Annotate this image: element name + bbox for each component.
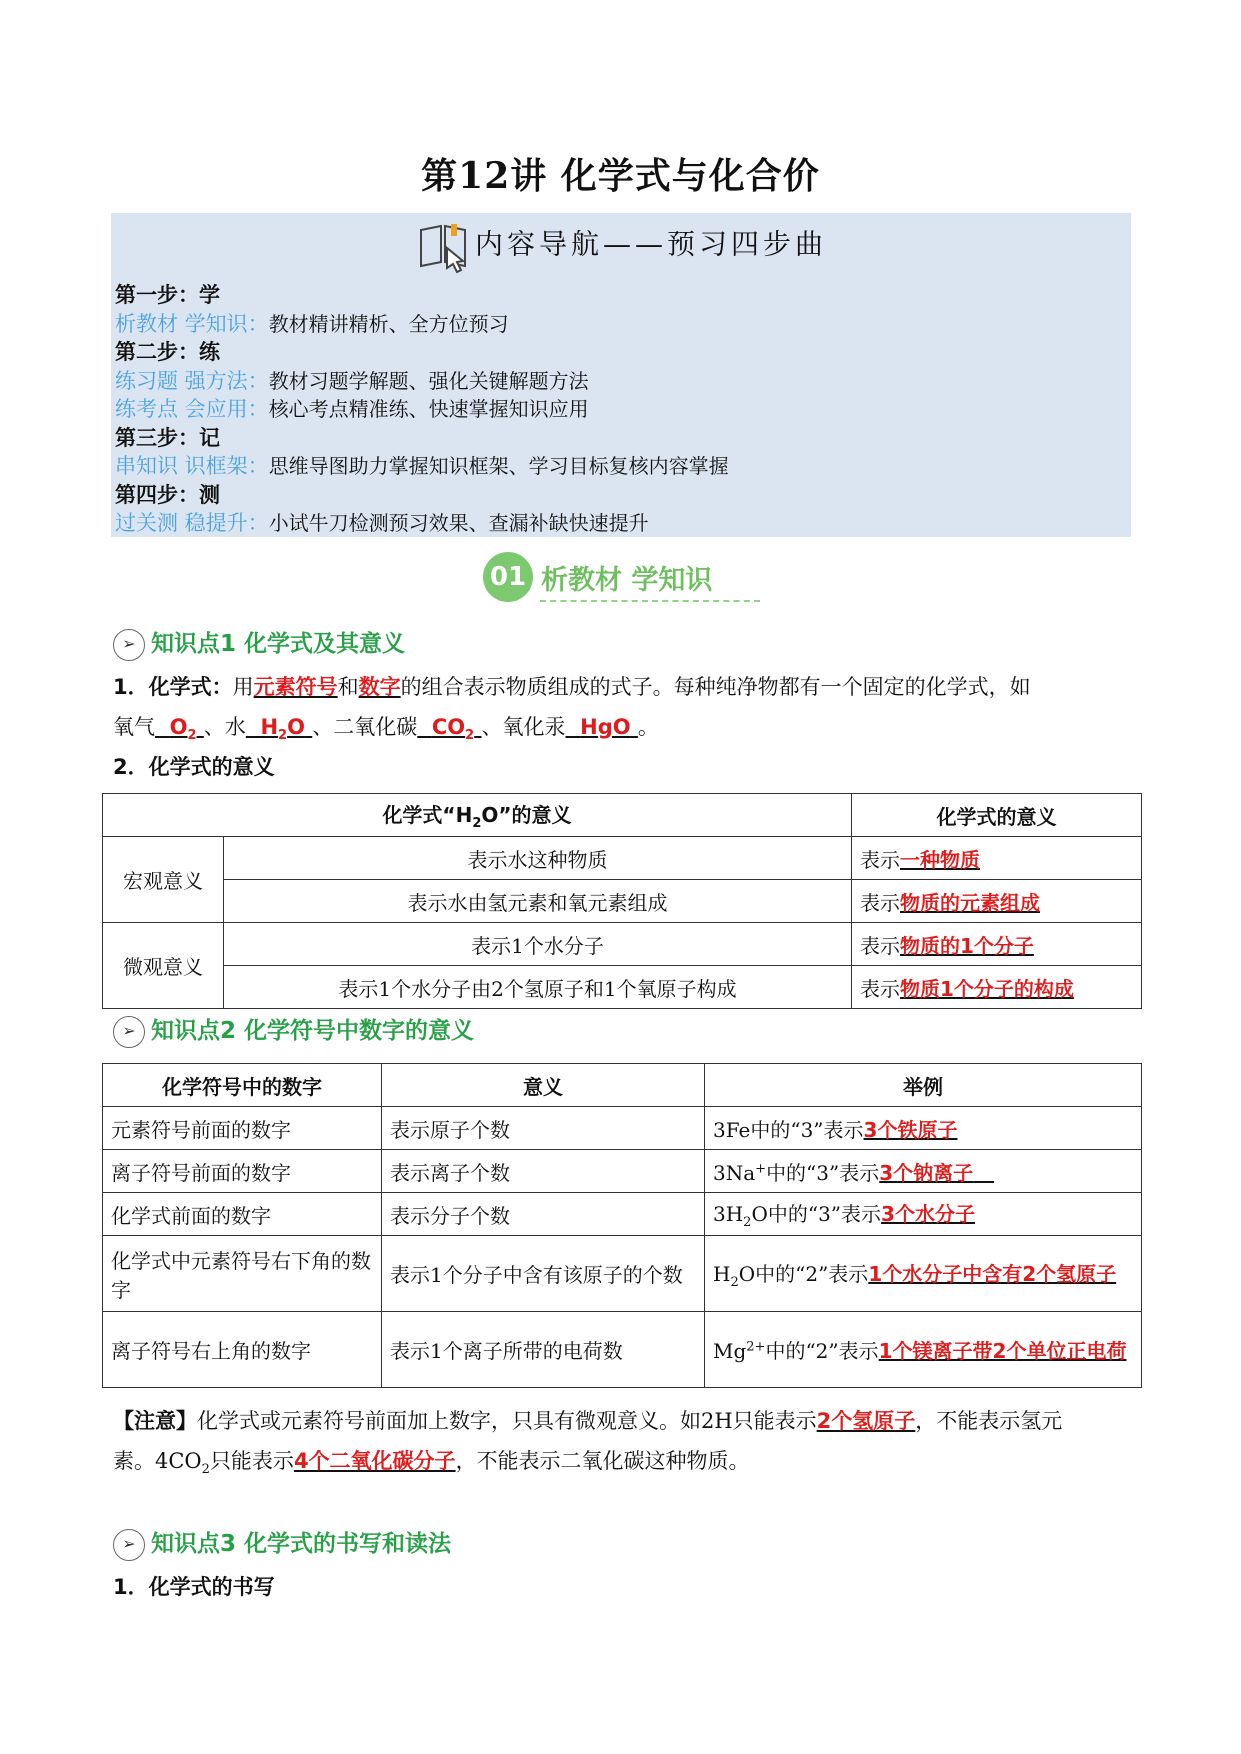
- table-row: [103, 1312, 1142, 1388]
- sup: +: [755, 1160, 767, 1176]
- answer: 2个氢原子: [816, 1409, 916, 1433]
- text: 中的“2”表示: [765, 1339, 879, 1363]
- text: 素。4CO: [113, 1449, 202, 1473]
- kp1-heading-text: 知识点1 化学式及其意义: [151, 631, 406, 657]
- text: O中的“2”表示: [738, 1261, 869, 1286]
- answer: 物质的元素组成: [899, 890, 1040, 915]
- table-cell: 表示分子个数: [382, 1193, 705, 1236]
- kp1-para-1: [113, 667, 1143, 707]
- answer: [566, 715, 638, 739]
- kp2-table: [102, 1063, 1142, 1388]
- kp1-table: [102, 793, 1142, 1009]
- step-item: [115, 509, 729, 538]
- header-cell: 化学式的意义: [851, 794, 1141, 837]
- section-title: 析教材 学知识: [541, 564, 713, 596]
- table-cell: [851, 837, 1141, 880]
- text: 表示: [859, 933, 900, 958]
- header-sub: 2: [472, 816, 482, 831]
- answer: [417, 715, 481, 744]
- table-cell: [851, 923, 1141, 966]
- answer-sub: 2: [278, 728, 288, 744]
- table-header: [103, 794, 1142, 837]
- step-tag: 过关测 稳提升：: [115, 511, 269, 535]
- header-cell: 意义: [382, 1064, 705, 1107]
- table-cell: 化学式前面的数字: [103, 1193, 382, 1236]
- answer-sub: 2: [187, 728, 197, 744]
- header-cell: 化学符号中的数字: [103, 1064, 382, 1107]
- text: 、二氧化碳: [312, 715, 418, 739]
- table-cell: [705, 1236, 1142, 1312]
- kp1-heading: [113, 625, 405, 661]
- text: H: [713, 1261, 731, 1286]
- note-label: 【注意】: [113, 1409, 197, 1433]
- answer: 3个铁原子: [863, 1117, 958, 1142]
- text: 用: [232, 675, 254, 699]
- step-item: [115, 310, 729, 339]
- header-cell: [103, 794, 852, 837]
- table-cell: 表示水这种物质: [224, 837, 852, 880]
- text: 表示: [859, 847, 900, 872]
- book-pointer-icon: [415, 218, 471, 274]
- answer: [246, 715, 312, 744]
- table-row: [103, 837, 1142, 880]
- text: 化学式或元素符号前面加上数字，只具有微观意义。如2H只能表示: [197, 1409, 817, 1433]
- answer-text: CO: [431, 715, 466, 739]
- table-cell: 化学式中元素符号右下角的数字: [103, 1236, 382, 1312]
- table-cell: 表示离子个数: [382, 1150, 705, 1193]
- nav-heading-text: 内容导航——预习四步曲: [474, 227, 827, 261]
- table-cell: 离子符号前面的数字: [103, 1150, 382, 1193]
- step-4: 第四步：测: [115, 482, 220, 507]
- header-text: O”的意义: [481, 803, 572, 827]
- arrow-circle-icon: ➢: [113, 1016, 145, 1048]
- row-group-label: 微观意义: [103, 923, 224, 1009]
- answer: 3个水分子: [881, 1202, 975, 1226]
- table-cell: 表示1个水分子: [224, 923, 852, 966]
- table-cell: 表示1个分子中含有该原子的个数: [382, 1236, 705, 1312]
- table-row: [103, 923, 1142, 966]
- sub: 2: [201, 1462, 210, 1478]
- kp3-heading: [113, 1525, 451, 1561]
- table-row: [103, 1107, 1142, 1150]
- arrow-circle-icon: ➢: [113, 629, 145, 661]
- kp3-heading-text: 知识点3 化学式的书写和读法: [151, 1531, 452, 1557]
- header-text: 化学式“H: [382, 803, 473, 827]
- arrow-circle-icon: ➢: [113, 1529, 145, 1561]
- step-desc: 小试牛刀检测预习效果、查漏补缺快速提升: [268, 511, 649, 535]
- kp2-heading-text: 知识点2 化学符号中数字的意义: [151, 1018, 475, 1044]
- step-desc: 教材习题学解题、强化关键解题方法: [268, 368, 589, 393]
- section-divider: [540, 600, 760, 602]
- table-cell: 表示1个离子所带的电荷数: [382, 1312, 705, 1388]
- text: 中的“3”表示: [766, 1160, 880, 1185]
- table-cell: 表示原子个数: [382, 1107, 705, 1150]
- table-cell: [705, 1150, 1142, 1193]
- nav-heading: [111, 218, 1131, 274]
- table-cell: [705, 1312, 1142, 1388]
- kp2-heading: [113, 1012, 474, 1048]
- answer: 一种物质: [899, 847, 980, 872]
- text: 3Na: [713, 1160, 756, 1185]
- table-cell: 表示水由氢元素和氧元素组成: [224, 880, 852, 923]
- table-cell: 元素符号前面的数字: [103, 1107, 382, 1150]
- header-cell: 举例: [705, 1064, 1142, 1107]
- step-tag: 串知识 识框架：: [115, 454, 269, 478]
- label: 1．化学式：: [113, 675, 233, 699]
- text: 3H: [713, 1202, 744, 1226]
- table-row: [103, 1150, 1142, 1193]
- subheading: 2．化学式的意义: [113, 755, 275, 779]
- answer-text: O: [287, 715, 305, 739]
- table-cell: 离子符号右上角的数字: [103, 1312, 382, 1388]
- step-tag: 练考点 会应用：: [115, 397, 269, 421]
- step-desc: 教材精讲精析、全方位预习: [268, 311, 509, 336]
- text: Mg: [713, 1339, 747, 1363]
- text: 、水: [203, 715, 246, 739]
- sub: 2: [730, 1274, 739, 1290]
- text: 。: [637, 715, 659, 739]
- answer: [155, 715, 204, 744]
- text: 氧气: [113, 715, 155, 739]
- page-title: 第12讲 化学式与化合价: [421, 155, 820, 197]
- answer: 物质1个分子的构成: [899, 976, 1074, 1001]
- answer-text: H: [260, 715, 279, 739]
- answer-text: HgO: [580, 715, 631, 739]
- answer: 元素符号: [253, 675, 338, 699]
- step-item: [115, 395, 729, 424]
- table-cell: [851, 880, 1141, 923]
- text: ，不能表示氢元: [915, 1409, 1063, 1433]
- text: ，不能表示二氧化碳这种物质。: [455, 1449, 750, 1473]
- text: 表示: [859, 976, 900, 1001]
- answer-sub: 2: [465, 728, 475, 744]
- table-cell: [705, 1107, 1142, 1150]
- step-item: [115, 367, 729, 396]
- table-row: [103, 880, 1142, 923]
- table-cell: [705, 1193, 1142, 1236]
- step-tag: 练习题 强方法：: [115, 368, 269, 393]
- text: O中的“3”表示: [751, 1202, 882, 1226]
- kp1-para-3: [113, 747, 1143, 787]
- answer: 1个镁离子带2个单位正电荷: [878, 1339, 1127, 1363]
- kp2-note: [113, 1401, 1143, 1490]
- sub: 2: [743, 1215, 752, 1230]
- section-number: 01: [483, 552, 533, 602]
- table-row: [103, 1236, 1142, 1312]
- answer: 物质的1个分子: [899, 933, 1034, 958]
- text: 的组合表示物质组成的式子。每种纯净物都有一个固定的化学式，如: [400, 675, 1031, 699]
- text: 只能表示: [209, 1449, 294, 1473]
- step-tag: 析教材 学知识：: [115, 311, 269, 336]
- answer-text: 3个钠离子: [879, 1160, 974, 1185]
- sup: 2+: [746, 1339, 766, 1355]
- text: 、氧化汞: [481, 715, 566, 739]
- step-1: 第一步：学: [115, 283, 220, 307]
- step-desc: 思维导图助力掌握知识框架、学习目标复核内容掌握: [268, 454, 729, 478]
- nav-steps: [115, 281, 729, 538]
- step-3: 第三步：记: [115, 425, 220, 450]
- answer: 1个水分子中含有2个氢原子: [868, 1261, 1117, 1286]
- table-cell: 表示1个水分子由2个氢原子和1个氧原子构成: [224, 966, 852, 1009]
- step-desc: 核心考点精准练、快速掌握知识应用: [268, 397, 589, 421]
- table-row: [103, 1193, 1142, 1236]
- answer-text: O: [169, 715, 188, 739]
- answer: 数字: [358, 675, 401, 699]
- subheading: 1．化学式的书写: [113, 1575, 275, 1599]
- table-header: [103, 1064, 1142, 1107]
- text: 表示: [859, 890, 900, 915]
- step-2: 第二步：练: [115, 340, 220, 364]
- table-cell: [851, 966, 1141, 1009]
- answer: 4个二氧化碳分子: [293, 1449, 456, 1473]
- answer: [879, 1161, 994, 1185]
- text: 3Fe中的“3”表示: [713, 1117, 864, 1142]
- text: 和: [337, 675, 359, 699]
- table-row: [103, 966, 1142, 1009]
- kp3-para-1: [113, 1567, 1143, 1607]
- step-item: [115, 452, 729, 481]
- row-group-label: 宏观意义: [103, 837, 224, 923]
